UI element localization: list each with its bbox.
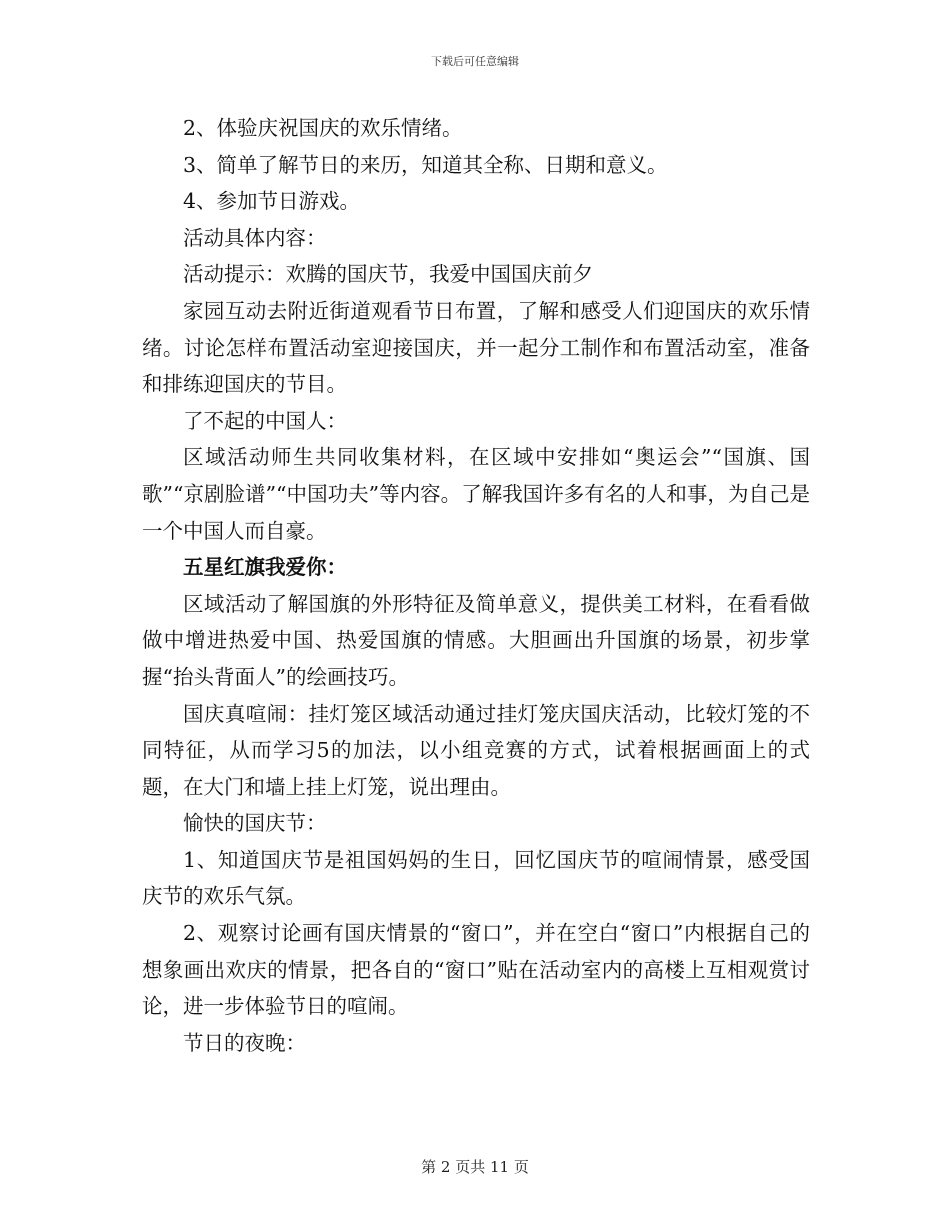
paragraph: 家园互动去附近街道观看节日布置，了解和感受人们迎国庆的欢乐情绪。讨论怎样布置活动室迎接国庆，并一起分工制作和布置活动室，准备和排练迎国庆的节目。 [142, 298, 810, 397]
paragraph: 了不起的中国人： [183, 408, 347, 433]
paragraph: 愉快的国庆节： [183, 811, 327, 836]
paragraph: 活动提示：欢腾的国庆节，我爱中国国庆前夕 [183, 262, 593, 287]
paragraph: 2、体验庆祝国庆的欢乐情绪。 [183, 116, 463, 140]
paragraph: 4、参加节日游戏。 [183, 189, 361, 214]
paragraph: 国庆真喧闹：挂灯笼区域活动通过挂灯笼庆国庆活动，比较灯笼的不同特征，从而学习5的加法，以小组竞赛的方式，试着根据画面上的式题，在大门和墙上挂上灯笼，说出理由。 [142, 701, 810, 799]
page-header: 下载后可任意编辑 [431, 55, 519, 68]
paragraph: 3、简单了解节日的来历，知道其全称、日期和意义。 [183, 152, 668, 177]
paragraph: 2、观察讨论画有国庆情景的“窗口”，并在空白“窗口”内根据自己的想象画出欢庆的情景，把各自的“窗口”贴在活动室内的高楼上互相观赏讨论，进一步体验节日的喧闹。 [142, 921, 810, 1019]
paragraph: 区域活动了解国旗的外形特征及简单意义，提供美工材料，在看看做做中增进热爱中国、热爱国旗的情感。大胆画出升国旗的场景，初步掌握“抬头背面人”的绘画技巧。 [142, 591, 810, 689]
paragraph: 活动具体内容： [183, 225, 327, 250]
paragraph: 节日的夜晚： [183, 1030, 306, 1055]
section-heading: 五星红旗我爱你： [183, 555, 347, 580]
paragraph: 区域活动师生共同收集材料，在区域中安排如“奥运会”“国旗、国歌”“京剧脸谱”“中国功夫”等内容。了解我国许多有名的人和事，为自己是一个中国人而自豪。 [142, 445, 810, 543]
document-body [142, 110, 810, 1061]
page-footer: 第 2 页共 11 页 [421, 1158, 529, 1176]
paragraph: 1、知道国庆节是祖国妈妈的生日，回忆国庆节的喧闹情景，感受国庆节的欢乐气氛。 [142, 847, 810, 909]
